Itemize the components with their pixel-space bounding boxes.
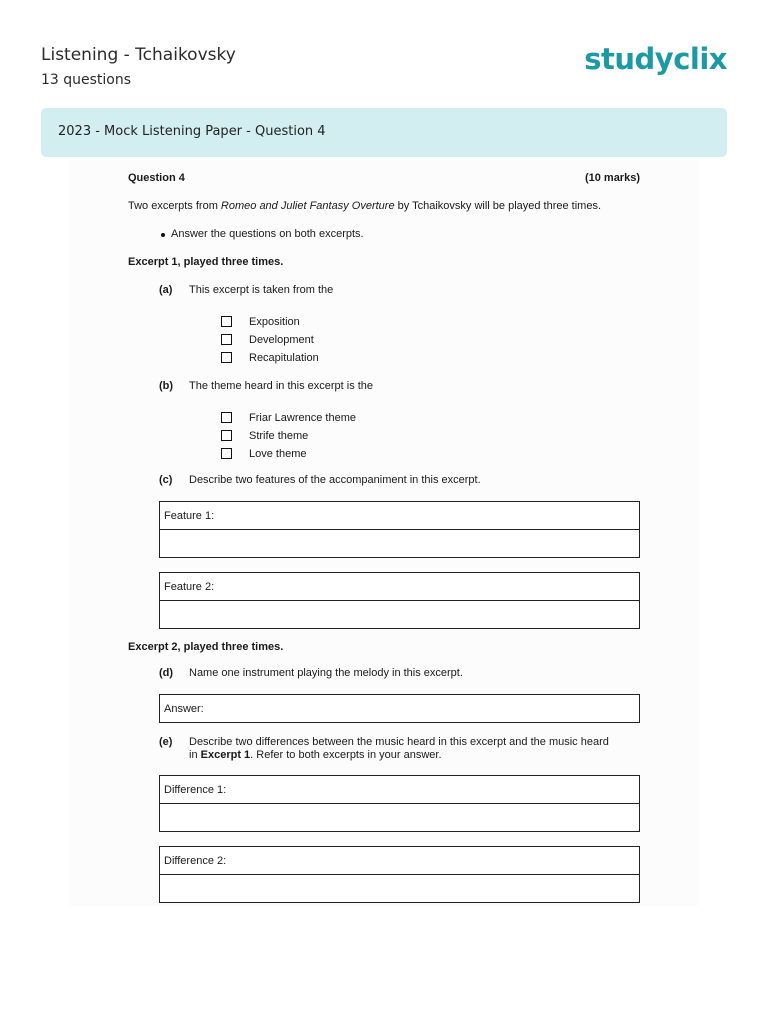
part-a-text: This excerpt is taken from the [189,284,334,296]
box-label: Difference 2: [164,855,227,867]
bullet-icon [161,233,165,237]
intro-work-title: Romeo and Juliet Fantasy Overture [220,200,395,212]
bullet-text: Answer the questions on both excerpts. [171,228,364,240]
option-label: Exposition [249,316,300,328]
checkbox-friar-lawrence[interactable] [221,412,232,423]
part-e-in: in [189,749,201,761]
difference-1-label-box [159,775,640,804]
banner-label: 2023 - Mock Listening Paper - Question 4 [58,124,326,139]
option-label: Friar Lawrence theme [249,412,356,424]
part-b-label: (b) [159,380,174,392]
part-a-label: (a) [159,284,173,296]
box-label: Feature 2: [164,581,215,593]
difference-2-answer[interactable] [159,874,640,903]
part-d-label: (d) [159,667,174,679]
part-c-label: (c) [159,474,173,486]
feature-1-label-box [159,501,640,530]
option-label: Development [249,334,314,346]
part-e-rest: . Refer to both excerpts in your answer. [250,749,442,761]
excerpt1-heading: Excerpt 1, played three times. [128,256,284,268]
option-label: Recapitulation [249,352,319,364]
intro-text [128,200,601,212]
checkbox-strife[interactable] [221,430,232,441]
intro-post: by Tchaikovsky will be played three times. [394,200,602,212]
part-e-text-line2 [189,749,442,761]
part-e-bold: Excerpt 1 [200,749,251,761]
option-label: Love theme [249,448,307,460]
checkbox-recapitulation[interactable] [221,352,232,363]
checkbox-exposition[interactable] [221,316,232,327]
box-label: Feature 1: [164,510,215,522]
difference-1-answer[interactable] [159,803,640,832]
brand-logo[interactable]: studyclix [584,42,727,76]
question-banner [41,108,727,157]
intro-pre: Two excerpts from [128,200,221,212]
excerpt2-heading: Excerpt 2, played three times. [128,641,284,653]
question-count: 13 questions [41,72,132,88]
feature-1-answer[interactable] [159,529,640,558]
checkbox-love[interactable] [221,448,232,459]
exam-paper-image [70,160,698,906]
option-label: Strife theme [249,430,309,442]
page-title: Listening - Tchaikovsky [41,45,236,65]
marks-label: (10 marks) [584,172,640,184]
part-e-text-line1: Describe two differences between the music heard in this excerpt and the music heard [189,736,609,748]
difference-2-label-box [159,846,640,875]
part-e-label: (e) [159,736,173,748]
feature-2-answer[interactable] [159,600,640,629]
part-d-text: Name one instrument playing the melody in this excerpt. [189,667,463,679]
feature-2-label-box [159,572,640,601]
checkbox-development[interactable] [221,334,232,345]
answer-box[interactable] [159,694,640,723]
part-b-text: The theme heard in this excerpt is the [189,380,374,392]
question-heading: Question 4 [128,172,185,184]
box-label: Difference 1: [164,784,227,796]
part-c-text: Describe two features of the accompaniment in this excerpt. [189,474,481,486]
box-label: Answer: [164,703,204,715]
